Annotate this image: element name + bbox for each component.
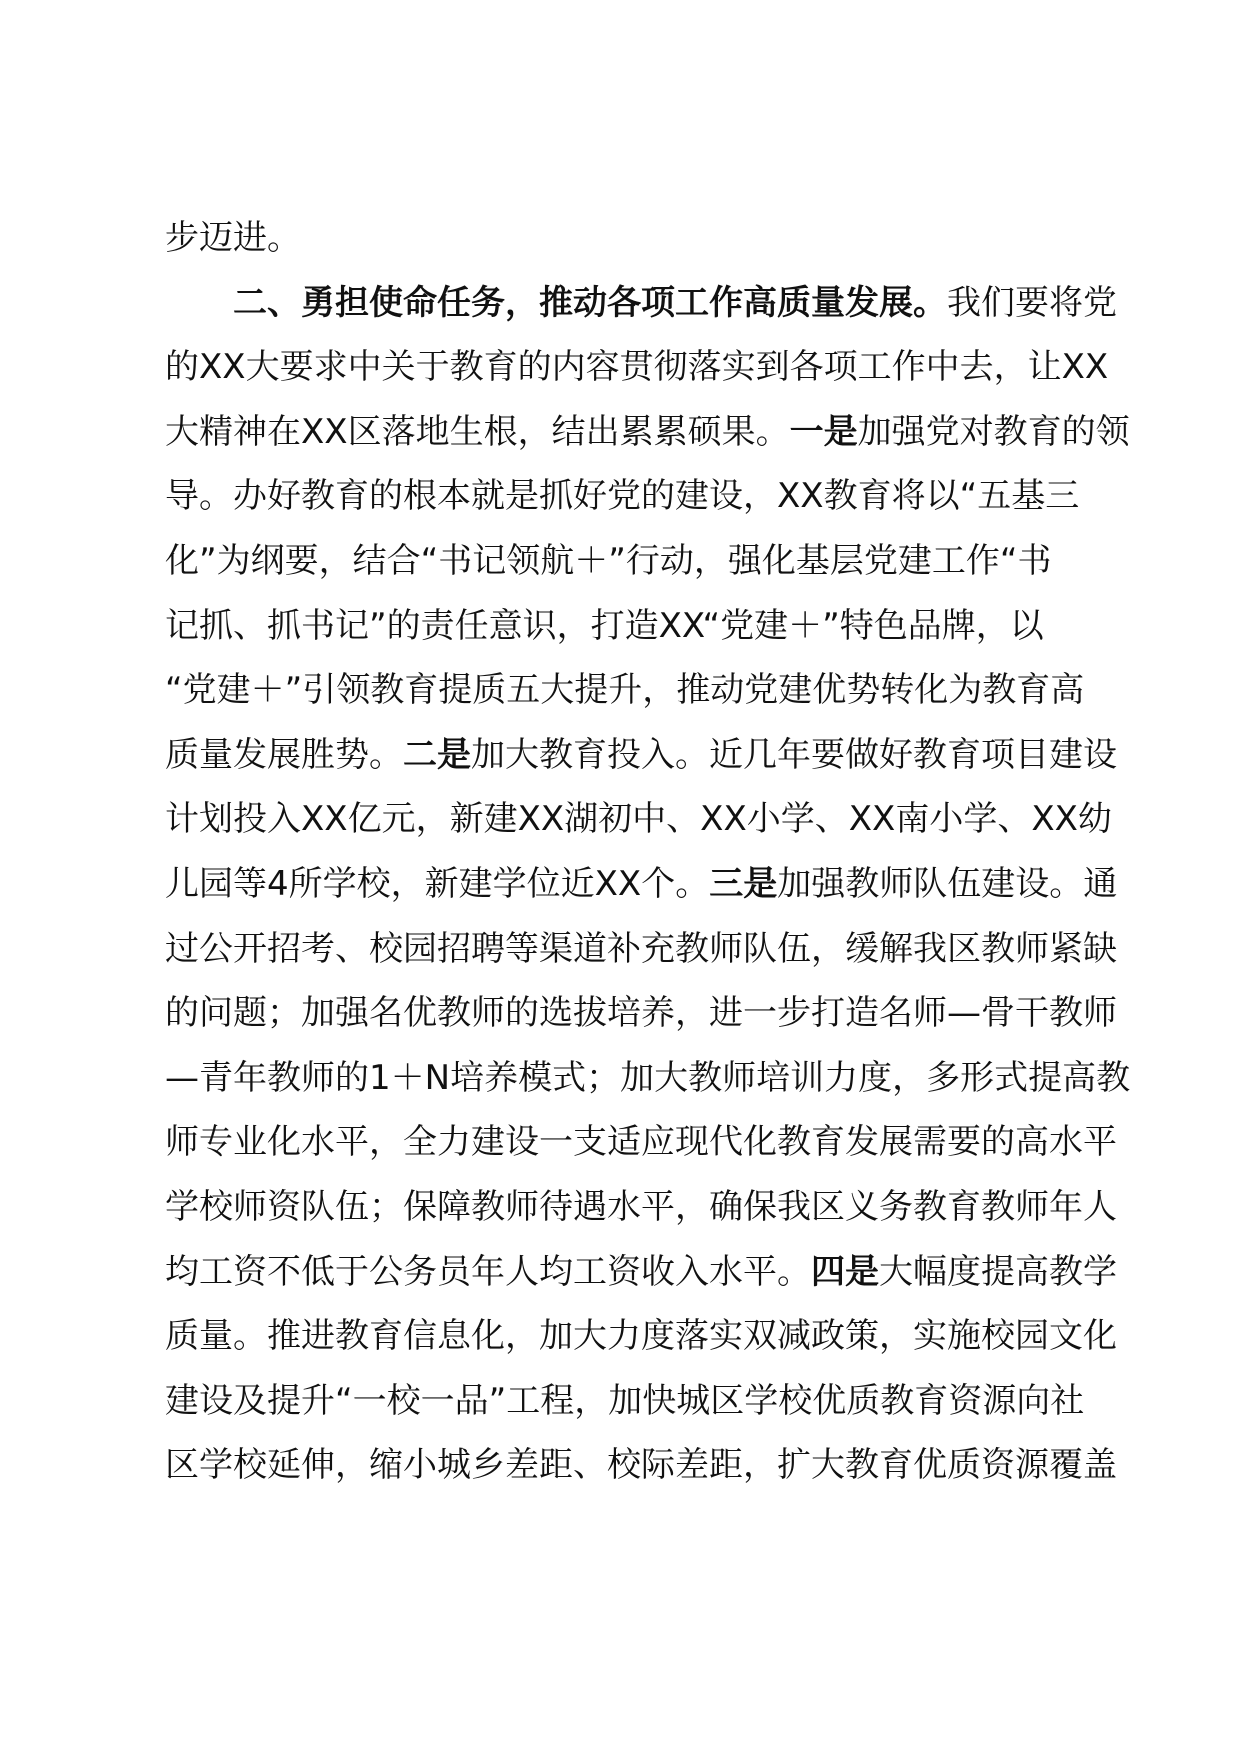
text-run: 加强党对教育的领 <box>857 411 1130 452</box>
text-line <box>165 723 1117 788</box>
text-run: 化”为纲要，结合“书记领航＋”行动，强化基层党建工作“书 <box>165 540 1052 581</box>
point-marker-one: 一是 <box>789 411 858 452</box>
text-run: 过公开招考、校园招聘等渠道补充教师队伍，缓解我区教师紧缺 <box>165 928 1117 969</box>
text-run: —青年教师的1＋N培养模式；加大教师培训力度，多形式提高教 <box>165 1057 1131 1098</box>
text-run: 质量。推进教育信息化，加大力度落实双减政策，实施校园文化 <box>165 1316 1117 1357</box>
text-run: 大幅度提高教学 <box>879 1251 1117 1292</box>
text-run: 步迈进。 <box>165 218 301 258</box>
text-line <box>165 464 1110 529</box>
text-run: 区学校延伸，缩小城乡差距、校际差距，扩大教育优质资源覆盖 <box>165 1445 1117 1486</box>
text-run: 学校师资队伍；保障教师待遇水平，确保我区义务教育教师年人 <box>165 1186 1117 1227</box>
text-run: 导。办好教育的根本就是抓好党的建设，XX教育将以“五基三 <box>165 476 1080 517</box>
text-line <box>165 1046 1131 1111</box>
text-line <box>165 1175 1117 1240</box>
text-run: 记抓、抓书记”的责任意识，打造XX“党建＋”特色品牌，以 <box>165 605 1044 646</box>
text-line <box>165 852 1118 917</box>
text-line <box>165 400 1130 465</box>
text-run: 大精神在XX区落地生根，结出累累硕果。 <box>165 411 790 452</box>
point-marker-two: 二是 <box>403 734 471 775</box>
point-marker-three: 三是 <box>709 863 778 904</box>
section-heading-line <box>165 271 1117 336</box>
text-line <box>165 529 1110 594</box>
text-line <box>165 658 1110 723</box>
text-run: 我们要将党 <box>947 282 1117 323</box>
body-text <box>165 206 1131 1498</box>
point-marker-four: 四是 <box>811 1251 879 1292</box>
text-line <box>165 335 1110 400</box>
text-run: 的XX大要求中关于教育的内容贯彻落实到各项工作中去，让XX <box>165 347 1109 388</box>
text-run: 儿园等4所学校，新建学位近XX个。 <box>165 863 710 904</box>
text-line <box>165 206 1110 271</box>
text-line <box>165 1304 1117 1369</box>
text-run: 加大教育投入。近几年要做好教育项目建设 <box>471 734 1117 775</box>
text-line <box>165 981 1117 1046</box>
text-run: 计划投入XX亿元，新建XX湖初中、XX小学、XX南小学、XX幼 <box>165 799 1112 840</box>
text-line <box>165 1433 1117 1498</box>
text-run: 质量发展胜势。 <box>165 734 403 775</box>
text-run: 建设及提升“一校一品”工程，加快城区学校优质教育资源向社 <box>165 1380 1085 1421</box>
text-line <box>165 1369 1110 1434</box>
text-run: 师专业化水平，全力建设一支适应现代化教育发展需要的高水平 <box>165 1122 1117 1163</box>
text-line <box>165 917 1117 982</box>
text-run: 加强教师队伍建设。通 <box>777 863 1118 904</box>
text-line <box>165 787 1110 852</box>
text-run: 的问题；加强名优教师的选拔培养，进一步打造名师—骨干教师 <box>165 993 1117 1034</box>
text-run: 均工资不低于公务员年人均工资收入水平。 <box>165 1251 811 1292</box>
text-line <box>165 1240 1117 1305</box>
text-line <box>165 1110 1117 1175</box>
text-line <box>165 594 1110 659</box>
text-run: “党建＋”引领教育提质五大提升，推动党建优势转化为教育高 <box>165 670 1085 711</box>
section-heading: 二、勇担使命任务，推动各项工作高质量发展。 <box>233 282 947 323</box>
